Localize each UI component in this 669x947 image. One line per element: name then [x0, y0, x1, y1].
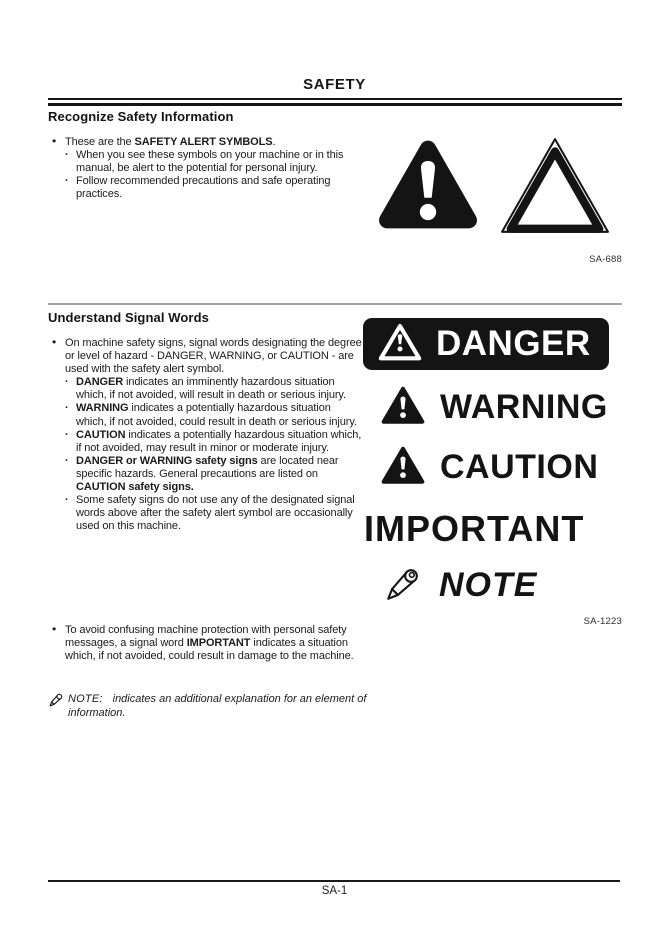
subbullet-sign-locations	[65, 455, 364, 494]
danger-word: DANGER	[436, 324, 591, 363]
subbullet-warning	[65, 402, 364, 428]
important-text-column	[52, 624, 364, 663]
caution-sign-graphic	[381, 445, 598, 490]
subbullet-text	[76, 455, 364, 494]
figure-label-sa-1223: SA-1223	[583, 616, 622, 627]
alert-triangle-white-icon	[377, 321, 423, 367]
section-heading-signal-words: Understand Signal Words	[48, 310, 209, 325]
note-text	[68, 693, 378, 720]
bullet-text: • On machine safety signs, signal words designating the degree or level of hazard - DANGER, WARNING, or CAUTION - are used with the safety alert symbol.	[65, 337, 362, 376]
title-double-rule	[48, 98, 622, 106]
text-segment-bold: CAUTION safety signs.	[76, 481, 194, 494]
warning-word: WARNING	[440, 388, 608, 426]
section-divider	[48, 303, 622, 305]
footer-rule	[48, 880, 620, 882]
note-label: NOTE:	[68, 693, 103, 705]
safety-alert-triangle-outline-icon	[498, 135, 612, 242]
text-segment: indicates a potentially hazardous situation which, if not avoided, could result in death or serious injury.	[76, 402, 357, 428]
subbullet-text: · Some safety signs do not use any of the designated signal words above after the safety alert symbol are occasionally used on this machine.	[76, 494, 355, 533]
figure-label-sa-688: SA-688	[589, 254, 622, 265]
alert-triangle-black-icon	[381, 385, 425, 430]
text-segment-bold: DANGER or WARNING safety signs	[76, 454, 258, 467]
pencil-icon	[383, 562, 425, 609]
text-segment-bold: SAFETY ALERT SYMBOLS	[134, 136, 273, 148]
text-segment-bold: DANGER	[76, 376, 124, 389]
bullet-text	[65, 136, 364, 149]
text-segment: To avoid confusing machine protection with personal safety messages, a signal word	[65, 624, 347, 650]
note-paragraph	[48, 693, 378, 720]
text-segment-bold: CAUTION	[76, 428, 126, 441]
text-segment: indicates a situation which, if not avoided, could result in damage to the machine.	[65, 637, 354, 663]
warning-sign-graphic	[381, 385, 608, 430]
subbullet-follow-precautions	[65, 175, 364, 201]
page-title: SAFETY	[303, 76, 366, 93]
subbullet-danger	[65, 376, 364, 402]
text-segment: indicates an imminently hazardous situation which, if not avoided, will result in death or serious injury.	[76, 376, 346, 402]
text-segment: These are the	[65, 136, 135, 148]
text-segment: are located near specific hazards. General precautions are listed on	[76, 454, 339, 480]
bullet-text	[65, 624, 364, 663]
subbullet-text: · Follow recommended precautions and safe operating practices.	[76, 175, 331, 201]
text-segment: .	[272, 136, 276, 148]
subbullet-text	[76, 429, 364, 455]
note-word: NOTE	[439, 566, 538, 604]
page-number: SA-1	[321, 885, 348, 897]
pencil-icon	[48, 691, 65, 713]
subbullet-text: · When you see these symbols on your machine or in this manual, be alert to the potential for personal injury.	[76, 149, 344, 175]
subbullet-text	[76, 376, 364, 402]
important-word: IMPORTANT	[364, 508, 585, 549]
bullet-important	[52, 624, 364, 663]
text-segment-bold: WARNING	[76, 402, 129, 415]
danger-sign-graphic	[363, 318, 609, 370]
subbullet-text	[76, 402, 364, 428]
signal-text-column	[52, 337, 364, 533]
caution-word: CAUTION	[440, 448, 599, 486]
subbullet-when-you-see	[65, 149, 364, 175]
bullet-safety-alert-symbols	[52, 136, 364, 149]
note-sign-graphic	[383, 562, 537, 609]
safety-alert-symbol-filled-icon	[377, 136, 479, 240]
subbullet-some-signs	[65, 494, 364, 533]
text-segment: indicates a potentially hazardous situation which, if not avoided, may result in minor or moderate injury.	[76, 428, 362, 454]
text-segment-bold: IMPORTANT	[186, 637, 251, 650]
section-heading-recognize: Recognize Safety Information	[48, 109, 234, 124]
text-segment: indicates an additional explanation for an element of information.	[68, 693, 367, 719]
bullet-on-machine-signs	[52, 337, 364, 376]
subbullet-caution	[65, 429, 364, 455]
recognize-text-column	[52, 136, 364, 201]
alert-triangle-black-icon	[381, 445, 425, 490]
